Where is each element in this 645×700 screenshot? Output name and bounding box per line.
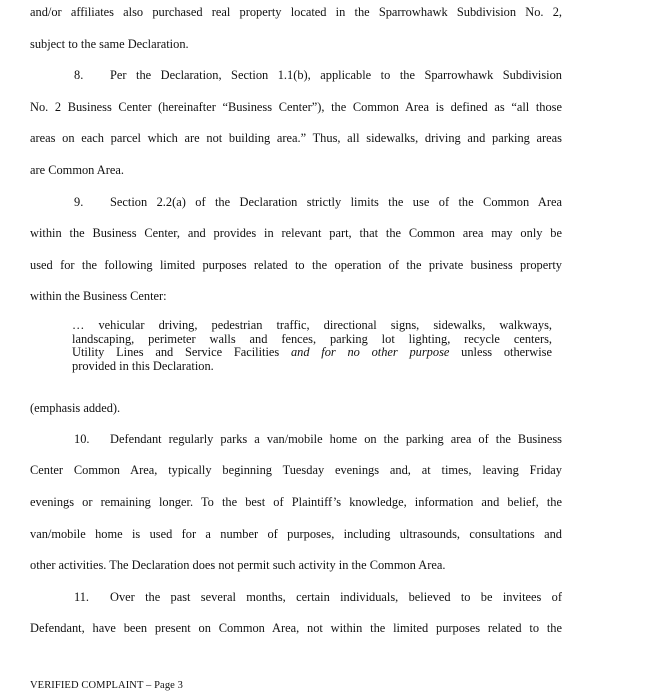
paragraph-9-line-1-text: Section 2.2(a) of the Declaration strictly limits the use of the Common Area bbox=[110, 195, 562, 209]
paragraph-10-line-1-text: Defendant regularly parks a van/mobile home on the parking area of the Business bbox=[110, 432, 562, 446]
paragraph-10-line-3: evenings or remaining longer. To the best of Plaintiff’s knowledge, information and belief, the bbox=[30, 495, 562, 509]
block-quote-line-3-start: Utility Lines and Service Facilities bbox=[72, 345, 291, 359]
paragraph-8-line-2: No. 2 Business Center (hereinafter “Business Center”), the Common Area is defined as “all those bbox=[30, 100, 562, 114]
block-quote-line-3-end: unless otherwise bbox=[449, 345, 553, 359]
paragraph-7-line-1: and/or affiliates also purchased real property located in the Sparrowhawk Subdivision No. 2, bbox=[30, 5, 562, 19]
paragraph-10-number: 10. bbox=[74, 432, 90, 446]
emphasis-note: (emphasis added). bbox=[30, 401, 121, 415]
paragraph-8-line-3: areas on each parcel which are not building area.” Thus, all sidewalks, driving and parking areas bbox=[30, 131, 562, 145]
paragraph-9-line-4: within the Business Center: bbox=[30, 289, 167, 303]
paragraph-10-line-5: other activities. The Declaration does not permit such activity in the Common Area. bbox=[30, 558, 446, 572]
paragraph-10-line-1 bbox=[30, 432, 562, 447]
paragraph-10-line-2: Center Common Area, typically beginning Tuesday evenings and, at times, leaving Friday bbox=[30, 463, 562, 477]
paragraph-11-line-1-text: Over the past several months, certain individuals, believed to be invitees of bbox=[110, 590, 562, 604]
paragraph-9-line-1 bbox=[30, 195, 562, 210]
block-quote-line-1: … vehicular driving, pedestrian traffic, directional signs, sidewalks, walkways, bbox=[72, 318, 552, 332]
paragraph-8-line-1-text: Per the Declaration, Section 1.1(b), applicable to the Sparrowhawk Subdivision bbox=[110, 68, 562, 82]
paragraph-9-line-3: used for the following limited purposes related to the operation of the private business property bbox=[30, 258, 562, 272]
paragraph-8-line-1 bbox=[30, 68, 562, 83]
paragraph-9-number: 9. bbox=[74, 195, 84, 209]
paragraph-11-line-2: Defendant, have been present on Common Area, not within the limited purposes related to the bbox=[30, 621, 562, 635]
block-quote bbox=[72, 319, 552, 373]
paragraph-8-line-4: are Common Area. bbox=[30, 163, 124, 177]
paragraph-7-line-2: subject to the same Declaration. bbox=[30, 37, 189, 51]
paragraph-8-number: 8. bbox=[74, 68, 84, 82]
paragraph-10-line-4: van/mobile home is used for a number of purposes, including ultrasounds, consultations and bbox=[30, 527, 562, 541]
page-footer: VERIFIED COMPLAINT – Page 3 bbox=[30, 680, 184, 691]
block-quote-line-2: landscaping, perimeter walls and fences, parking lot lighting, recycle centers, bbox=[72, 331, 552, 346]
paragraph-11-line-1 bbox=[30, 590, 562, 605]
block-quote-line-3 bbox=[72, 346, 552, 360]
block-quote-emphasis: and for no other purpose bbox=[290, 345, 450, 359]
paragraph-11-number: 11. bbox=[74, 590, 90, 604]
block-quote-line-4: provided in this Declaration. bbox=[72, 358, 214, 373]
paragraph-9-line-2: within the Business Center, and provides in relevant part, that the Common area may only be bbox=[30, 226, 562, 240]
